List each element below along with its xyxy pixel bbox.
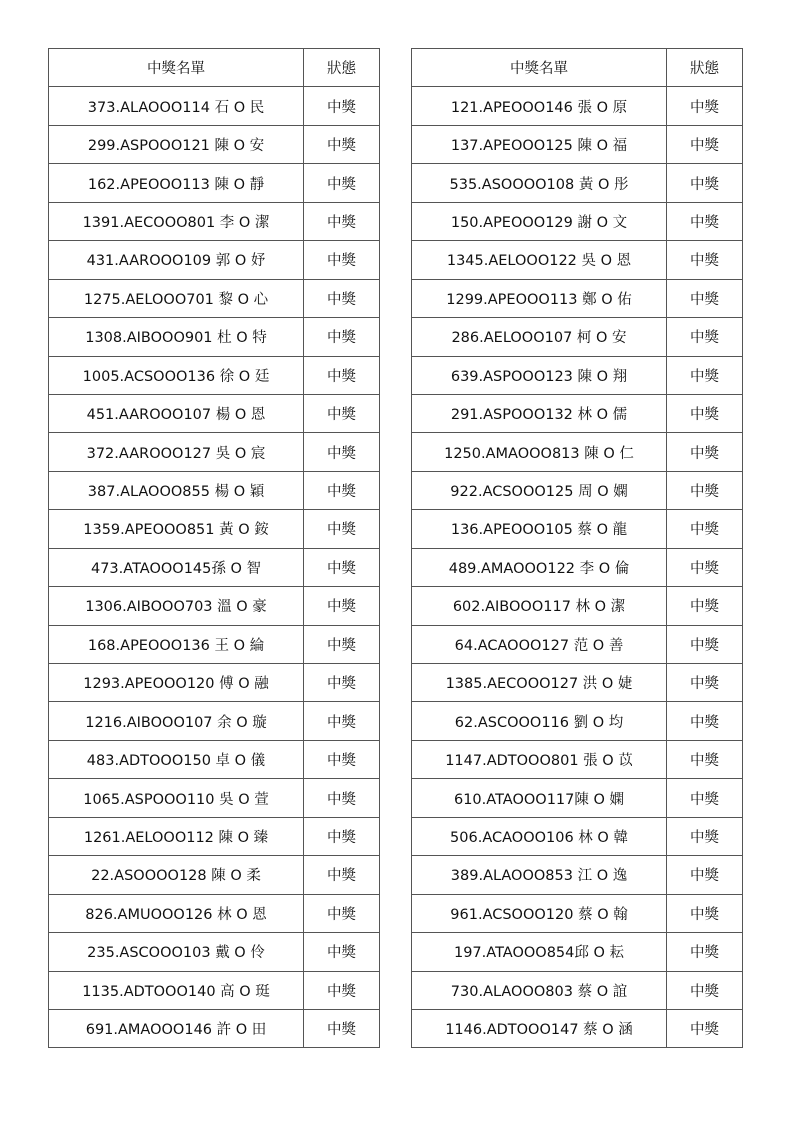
status-header: 狀態 (667, 49, 743, 87)
winner-name-cell: 506.ACAOOO106 林 O 韓 (412, 817, 667, 855)
winner-name-cell: 62.ASCOOO116 劉 O 均 (412, 702, 667, 740)
status-cell: 中獎 (667, 587, 743, 625)
table-header-row (412, 49, 743, 87)
winner-name-cell: 1216.AIBOOO107 余 O 璇 (49, 702, 304, 740)
winner-name-cell: 291.ASPOOO132 林 O 儒 (412, 394, 667, 432)
status-cell: 中獎 (667, 471, 743, 509)
table-row (49, 318, 380, 356)
table-row (412, 433, 743, 471)
status-cell: 中獎 (304, 202, 380, 240)
table-row (412, 664, 743, 702)
winner-name-cell: 1299.APEOOO113 鄭 O 佑 (412, 279, 667, 317)
status-cell: 中獎 (304, 433, 380, 471)
status-cell: 中獎 (304, 510, 380, 548)
table-row (49, 471, 380, 509)
status-cell: 中獎 (304, 817, 380, 855)
table-row (49, 779, 380, 817)
status-cell: 中獎 (304, 625, 380, 663)
table-row (412, 241, 743, 279)
status-cell: 中獎 (304, 740, 380, 778)
table-row (412, 356, 743, 394)
winner-list-header: 中獎名單 (412, 49, 667, 87)
status-cell: 中獎 (667, 356, 743, 394)
winner-name-cell: 535.ASOOOO108 黃 O 彤 (412, 164, 667, 202)
table-row (49, 625, 380, 663)
winner-name-cell: 473.ATAOOO145孫 O 智 (49, 548, 304, 586)
winner-name-cell: 64.ACAOOO127 范 O 善 (412, 625, 667, 663)
table-row (49, 817, 380, 855)
table-row (49, 125, 380, 163)
winner-name-cell: 730.ALAOOO803 蔡 O 誼 (412, 971, 667, 1009)
winner-name-cell: 489.AMAOOO122 李 O 倫 (412, 548, 667, 586)
winner-name-cell: 372.AAROOO127 吳 O 宸 (49, 433, 304, 471)
table-row (412, 87, 743, 125)
winner-name-cell: 1308.AIBOOO901 杜 O 特 (49, 318, 304, 356)
winner-name-cell: 1306.AIBOOO703 溫 O 豪 (49, 587, 304, 625)
status-cell: 中獎 (304, 1009, 380, 1047)
winner-name-cell: 826.AMUOOO126 林 O 恩 (49, 894, 304, 932)
table-row (412, 125, 743, 163)
left-table-body (49, 87, 380, 1048)
status-cell: 中獎 (304, 971, 380, 1009)
table-row (412, 933, 743, 971)
table-row (49, 971, 380, 1009)
status-cell: 中獎 (304, 856, 380, 894)
table-row (49, 856, 380, 894)
table-row (412, 279, 743, 317)
winner-name-cell: 610.ATAOOO117陳 O 嫻 (412, 779, 667, 817)
table-row (412, 817, 743, 855)
winner-name-cell: 1275.AELOOO701 黎 O 心 (49, 279, 304, 317)
status-cell: 中獎 (304, 894, 380, 932)
status-cell: 中獎 (667, 933, 743, 971)
winner-name-cell: 387.ALAOOO855 楊 O 穎 (49, 471, 304, 509)
winner-name-cell: 373.ALAOOO114 石 O 民 (49, 87, 304, 125)
winner-name-cell: 1391.AECOOO801 李 O 潔 (49, 202, 304, 240)
status-cell: 中獎 (667, 971, 743, 1009)
table-row (49, 587, 380, 625)
winner-name-cell: 691.AMAOOO146 許 O 田 (49, 1009, 304, 1047)
table-row (49, 241, 380, 279)
status-cell: 中獎 (667, 394, 743, 432)
table-row (412, 971, 743, 1009)
table-row (49, 394, 380, 432)
table-row (412, 702, 743, 740)
table-row (412, 164, 743, 202)
winner-name-cell: 299.ASPOOO121 陳 O 安 (49, 125, 304, 163)
winner-list-header: 中獎名單 (49, 49, 304, 87)
winner-name-cell: 235.ASCOOO103 戴 O 伶 (49, 933, 304, 971)
table-row (412, 856, 743, 894)
winner-name-cell: 286.AELOOO107 柯 O 安 (412, 318, 667, 356)
status-header: 狀態 (304, 49, 380, 87)
left-winners-table (48, 48, 380, 1048)
status-cell: 中獎 (667, 817, 743, 855)
winner-name-cell: 162.APEOOO113 陳 O 靜 (49, 164, 304, 202)
status-cell: 中獎 (667, 510, 743, 548)
table-row (49, 510, 380, 548)
table-row (49, 702, 380, 740)
winner-name-cell: 451.AAROOO107 楊 O 恩 (49, 394, 304, 432)
table-row (412, 318, 743, 356)
winner-name-cell: 389.ALAOOO853 江 O 逸 (412, 856, 667, 894)
winner-name-cell: 121.APEOOO146 張 O 原 (412, 87, 667, 125)
status-cell: 中獎 (667, 164, 743, 202)
table-row (412, 740, 743, 778)
status-cell: 中獎 (304, 356, 380, 394)
status-cell: 中獎 (667, 125, 743, 163)
table-row (412, 587, 743, 625)
status-cell: 中獎 (667, 702, 743, 740)
status-cell: 中獎 (304, 279, 380, 317)
status-cell: 中獎 (304, 471, 380, 509)
winner-name-cell: 137.APEOOO125 陳 O 福 (412, 125, 667, 163)
table-row (49, 87, 380, 125)
table-row (412, 471, 743, 509)
winner-name-cell: 1065.ASPOOO110 吳 O 萱 (49, 779, 304, 817)
winner-name-cell: 961.ACSOOO120 蔡 O 翰 (412, 894, 667, 932)
status-cell: 中獎 (667, 318, 743, 356)
winner-name-cell: 1005.ACSOOO136 徐 O 廷 (49, 356, 304, 394)
status-cell: 中獎 (304, 702, 380, 740)
status-cell: 中獎 (304, 933, 380, 971)
status-cell: 中獎 (304, 394, 380, 432)
status-cell: 中獎 (304, 125, 380, 163)
status-cell: 中獎 (667, 625, 743, 663)
table-row (49, 164, 380, 202)
status-cell: 中獎 (667, 1009, 743, 1047)
table-row (412, 779, 743, 817)
winner-name-cell: 602.AIBOOO117 林 O 潔 (412, 587, 667, 625)
status-cell: 中獎 (667, 87, 743, 125)
table-header-row (49, 49, 380, 87)
winner-name-cell: 1146.ADTOOO147 蔡 O 涵 (412, 1009, 667, 1047)
status-cell: 中獎 (304, 664, 380, 702)
table-row (412, 625, 743, 663)
status-cell: 中獎 (304, 779, 380, 817)
status-cell: 中獎 (304, 87, 380, 125)
status-cell: 中獎 (304, 587, 380, 625)
table-row (412, 548, 743, 586)
winner-name-cell: 1293.APEOOO120 傅 O 融 (49, 664, 304, 702)
table-row (49, 933, 380, 971)
table-row (49, 433, 380, 471)
winner-name-cell: 168.APEOOO136 王 O 綸 (49, 625, 304, 663)
table-row (49, 548, 380, 586)
winner-name-cell: 1385.AECOOO127 洪 O 婕 (412, 664, 667, 702)
winner-name-cell: 1147.ADTOOO801 張 O 苡 (412, 740, 667, 778)
table-row (49, 664, 380, 702)
winner-name-cell: 1250.AMAOOO813 陳 O 仁 (412, 433, 667, 471)
status-cell: 中獎 (667, 433, 743, 471)
winner-name-cell: 197.ATAOOO854邱 O 耘 (412, 933, 667, 971)
status-cell: 中獎 (667, 202, 743, 240)
winner-name-cell: 150.APEOOO129 謝 O 文 (412, 202, 667, 240)
winner-name-cell: 1359.APEOOO851 黃 O 銨 (49, 510, 304, 548)
table-row (412, 202, 743, 240)
status-cell: 中獎 (667, 779, 743, 817)
winner-name-cell: 483.ADTOOO150 卓 O 儀 (49, 740, 304, 778)
right-table-body (412, 87, 743, 1048)
right-winners-table (411, 48, 743, 1048)
status-cell: 中獎 (667, 740, 743, 778)
status-cell: 中獎 (667, 894, 743, 932)
table-row (49, 894, 380, 932)
table-row (49, 279, 380, 317)
status-cell: 中獎 (667, 548, 743, 586)
status-cell: 中獎 (667, 241, 743, 279)
table-row (412, 394, 743, 432)
winner-name-cell: 22.ASOOOO128 陳 O 柔 (49, 856, 304, 894)
status-cell: 中獎 (667, 664, 743, 702)
status-cell: 中獎 (304, 318, 380, 356)
status-cell: 中獎 (667, 279, 743, 317)
winner-name-cell: 1135.ADTOOO140 高 O 珽 (49, 971, 304, 1009)
table-row (412, 1009, 743, 1047)
status-cell: 中獎 (304, 241, 380, 279)
status-cell: 中獎 (304, 548, 380, 586)
status-cell: 中獎 (667, 856, 743, 894)
table-row (49, 356, 380, 394)
table-row (49, 202, 380, 240)
winner-name-cell: 922.ACSOOO125 周 O 嫻 (412, 471, 667, 509)
winner-name-cell: 136.APEOOO105 蔡 O 龍 (412, 510, 667, 548)
table-row (49, 1009, 380, 1047)
table-row (412, 510, 743, 548)
winner-name-cell: 1261.AELOOO112 陳 O 臻 (49, 817, 304, 855)
status-cell: 中獎 (304, 164, 380, 202)
winner-name-cell: 1345.AELOOO122 吳 O 恩 (412, 241, 667, 279)
table-row (49, 740, 380, 778)
table-row (412, 894, 743, 932)
winner-name-cell: 639.ASPOOO123 陳 O 翔 (412, 356, 667, 394)
winner-name-cell: 431.AAROOO109 郭 O 妤 (49, 241, 304, 279)
